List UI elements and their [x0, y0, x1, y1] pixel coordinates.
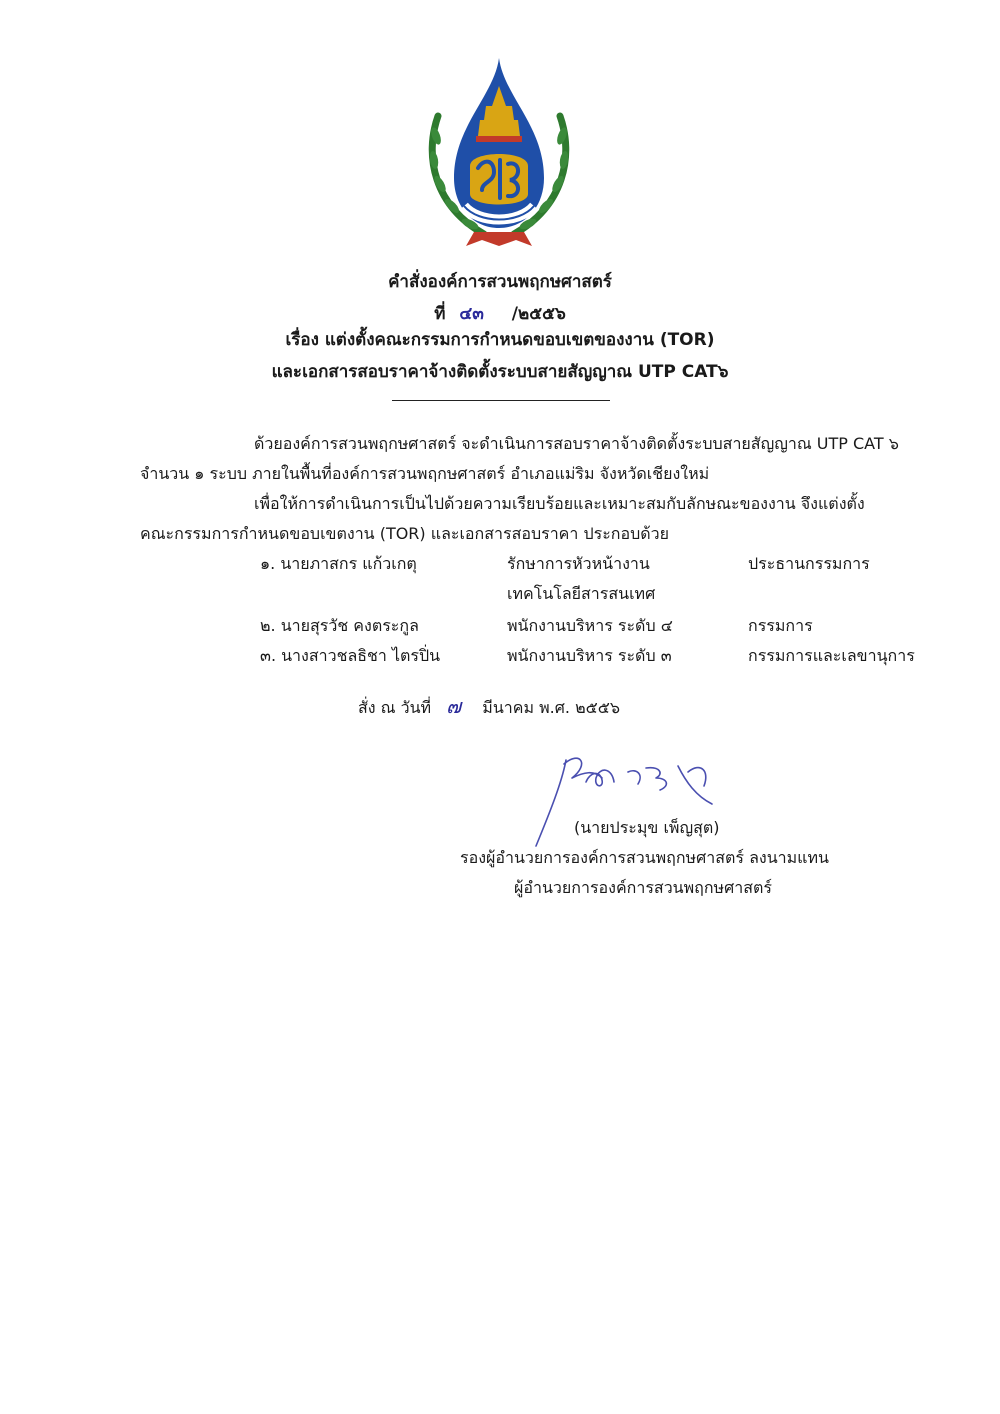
member-2-position: พนักงานบริหาร ระดับ ๔ — [507, 616, 673, 635]
paragraph-1-line-1: ด้วยองค์การสวนพฤกษศาสตร์ จะดำเนินการสอบราคาจ้างติดตั้งระบบสายสัญญาณ UTP CAT ๖ — [254, 434, 899, 453]
divider-line — [392, 400, 610, 401]
organization-seal-icon — [424, 56, 574, 252]
subject-line-2: และเอกสารสอบราคาจ้างติดตั้งระบบสายสัญญาณ UTP CAT๖ — [271, 362, 729, 382]
member-1-role: ประธานกรรมการ — [748, 554, 870, 573]
order-date-month-year: มีนาคม พ.ศ. ๒๕๕๖ — [482, 698, 620, 717]
order-number-suffix: /๒๕๕๖ — [511, 304, 566, 324]
order-title: คำสั่งองค์การสวนพฤกษศาสตร์ — [388, 272, 612, 292]
order-number-line — [0, 300, 1000, 327]
member-1-position-line-2: เทคโนโลยีสารสนเทศ — [507, 584, 656, 603]
order-date-prefix: สั่ง ณ วันที่ — [358, 698, 432, 717]
member-2-role: กรรมการ — [748, 616, 813, 635]
subject-line-1: เรื่อง แต่งตั้งคณะกรรมการกำหนดขอบเขตของงาน (TOR) — [285, 330, 715, 350]
order-number-value: ๔๓ — [459, 304, 484, 324]
member-2-name: ๒. นายสุรวัช คงตระกูล — [260, 616, 419, 635]
signatory-position-line-2: ผู้อำนวยการองค์การสวนพฤกษศาสตร์ — [514, 878, 772, 897]
member-3-role: กรรมการและเลขานุการ — [748, 646, 915, 665]
member-3-name: ๓. นางสาวชลธิชา ไตรปิ่น — [260, 646, 441, 665]
paragraph-2-line-2: คณะกรรมการกำหนดขอบเขตงาน (TOR) และเอกสารสอบราคา ประกอบด้วย — [140, 524, 669, 543]
paragraph-2-line-1: เพื่อให้การดำเนินการเป็นไปด้วยความเรียบร้อยและเหมาะสมกับลักษณะของงาน จึงแต่งตั้ง — [254, 494, 865, 513]
member-3-position: พนักงานบริหาร ระดับ ๓ — [507, 646, 672, 665]
signatory-position-line-1: รองผู้อำนวยการองค์การสวนพฤกษศาสตร์ ลงนามแทน — [460, 848, 829, 867]
order-date-day: ๗ — [446, 694, 462, 718]
order-number-prefix: ที่ — [434, 304, 446, 324]
paragraph-1-line-2: จำนวน ๑ ระบบ ภายในพื้นที่องค์การสวนพฤกษศาสตร์ อำเภอแม่ริม จังหวัดเชียงใหม่ — [140, 464, 710, 483]
order-date — [358, 690, 620, 722]
signatory-name: (นายประมุข เพ็ญสุต) — [574, 818, 720, 837]
member-1-position: รักษาการหัวหน้างาน — [507, 554, 650, 573]
member-1-name: ๑. นายภาสกร แก้วเกตุ — [260, 554, 417, 573]
